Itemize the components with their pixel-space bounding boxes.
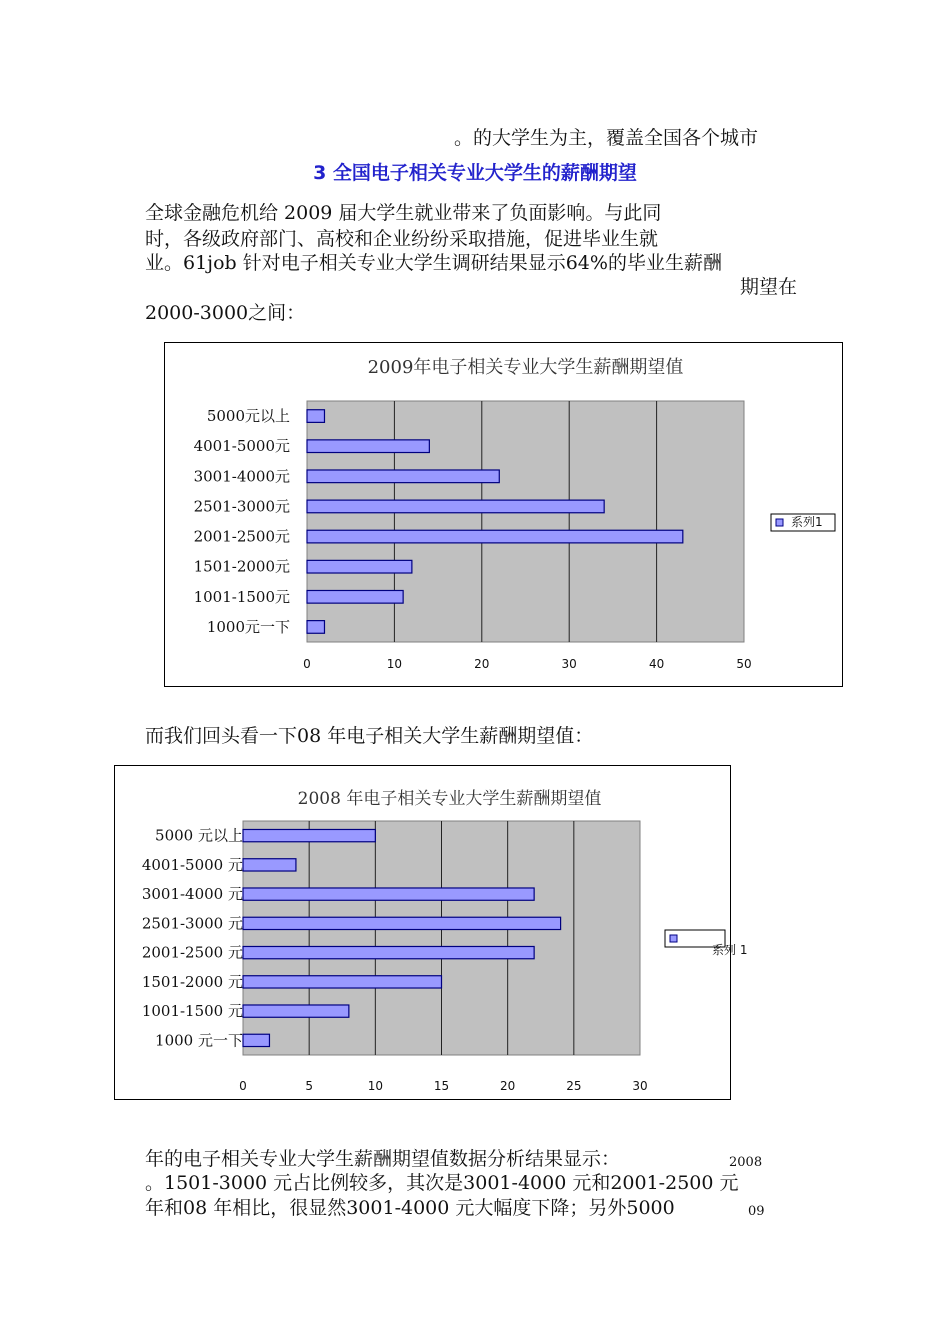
c2008-category-label: 2501-3000 元 xyxy=(141,914,243,933)
c2008-legend-swatch xyxy=(670,935,677,942)
c2008-legend-label: 系列 1 xyxy=(712,943,748,957)
c2009-bar xyxy=(307,470,499,483)
c2009-category-label: 1000元一下 xyxy=(206,617,290,636)
c2009-x-tick-label: 20 xyxy=(474,657,490,671)
c2009-x-tick-label: 40 xyxy=(648,657,665,671)
paragraph-3-line-3: 年和08 年相比，很显然3001-4000 元大幅度下降；另外5000 xyxy=(145,1197,675,1219)
c2009-plot-area xyxy=(307,401,744,642)
c2009-legend-label: 系列1 xyxy=(791,515,823,529)
c2008-category-label: 5000 元以上 xyxy=(155,826,243,845)
paragraph-1-line-3: 业。61job 针对电子相关专业大学生调研结果显示64%的毕业生薪酬 xyxy=(145,252,722,274)
chart-2008 xyxy=(114,765,748,1100)
c2008-category-label: 1000 元一下 xyxy=(155,1031,243,1050)
paragraph-1-line-1: 全球金融危机给 2009 届大学生就业带来了负面影响。与此同 xyxy=(145,202,662,224)
paragraph-1-line-4: 期望在 xyxy=(740,276,798,298)
paragraph-2: 而我们回头看一下08 年电子相关大学生薪酬期望值： xyxy=(145,725,594,747)
c2008-category-label: 2001-2500 元 xyxy=(141,943,243,962)
section-heading: 3 全国电子相关专业大学生的薪酬期望 xyxy=(313,162,637,184)
c2008-bar xyxy=(243,859,296,871)
c2009-x-tick-label: 10 xyxy=(386,657,403,671)
paragraph-1-line-2: 时，各级政府部门、高校和企业纷纷采取措施，促进毕业生就 xyxy=(145,228,659,250)
c2008-category-label: 1001-1500 元 xyxy=(141,1002,243,1021)
c2008-x-tick-label: 20 xyxy=(500,1079,516,1093)
c2009-bar xyxy=(307,621,324,634)
c2009-x-tick-label: 0 xyxy=(303,657,311,671)
c2009-category-label: 2501-3000元 xyxy=(193,497,290,516)
c2008-category-label: 1501-2000 元 xyxy=(141,972,243,991)
paragraph-1-line-5: 2000-3000之间： xyxy=(145,302,306,324)
c2008-bar xyxy=(243,976,442,988)
c2009-category-label: 3001-4000元 xyxy=(193,467,290,486)
paragraph-3-line-2: 。1501-3000 元占比例较多，其次是3001-4000 元和2001-2500 元 xyxy=(145,1172,739,1194)
c2009-bar xyxy=(307,590,403,603)
paragraph-3-year: 2008 xyxy=(729,1155,763,1170)
c2008-bar xyxy=(243,1034,269,1046)
c2009-category-label: 2001-2500元 xyxy=(193,527,290,546)
c2008-bar xyxy=(243,946,534,958)
c2008-category-label: 3001-4000 元 xyxy=(141,885,243,904)
c2009-bar xyxy=(307,440,429,453)
c2009-legend-swatch xyxy=(776,519,783,526)
c2009-bar xyxy=(307,410,324,423)
c2009-bar xyxy=(307,560,412,573)
c2009-category-label: 1501-2000元 xyxy=(193,557,290,576)
c2008-x-tick-label: 25 xyxy=(566,1079,582,1093)
c2008-category-label: 4001-5000 元 xyxy=(141,855,243,874)
c2008-bar xyxy=(243,888,534,900)
c2009-chart-title: 2009年电子相关专业大学生薪酬期望值 xyxy=(367,357,684,378)
c2009-bar xyxy=(307,530,683,543)
c2008-bar xyxy=(243,829,375,841)
c2008-x-tick-label: 0 xyxy=(239,1079,247,1093)
c2009-category-label: 5000元以上 xyxy=(206,407,290,426)
c2009-category-label: 1001-1500元 xyxy=(193,587,290,606)
chart-2008-svg xyxy=(115,766,748,1099)
c2008-bar xyxy=(243,917,561,929)
c2008-bar xyxy=(243,1005,349,1017)
c2009-bar xyxy=(307,500,604,513)
c2008-x-tick-label: 30 xyxy=(632,1079,648,1093)
c2009-x-tick-label: 50 xyxy=(736,657,752,671)
c2009-category-label: 4001-5000元 xyxy=(193,437,290,456)
c2008-chart-title: 2008 年电子相关专业大学生薪酬期望值 xyxy=(297,789,602,809)
chart-2009 xyxy=(164,342,843,687)
paragraph-3-line-1: 年的电子相关专业大学生薪酬期望值数据分析结果显示： xyxy=(145,1148,621,1170)
chart-2009-svg xyxy=(165,343,842,686)
c2008-x-tick-label: 5 xyxy=(305,1079,313,1093)
paragraph-3-tail: 09 xyxy=(748,1204,765,1219)
c2008-x-tick-label: 15 xyxy=(433,1079,450,1093)
line-top: 。的大学生为主，覆盖全国各个城市 xyxy=(454,127,759,149)
c2008-x-tick-label: 10 xyxy=(367,1079,383,1093)
c2009-x-tick-label: 30 xyxy=(561,657,577,671)
